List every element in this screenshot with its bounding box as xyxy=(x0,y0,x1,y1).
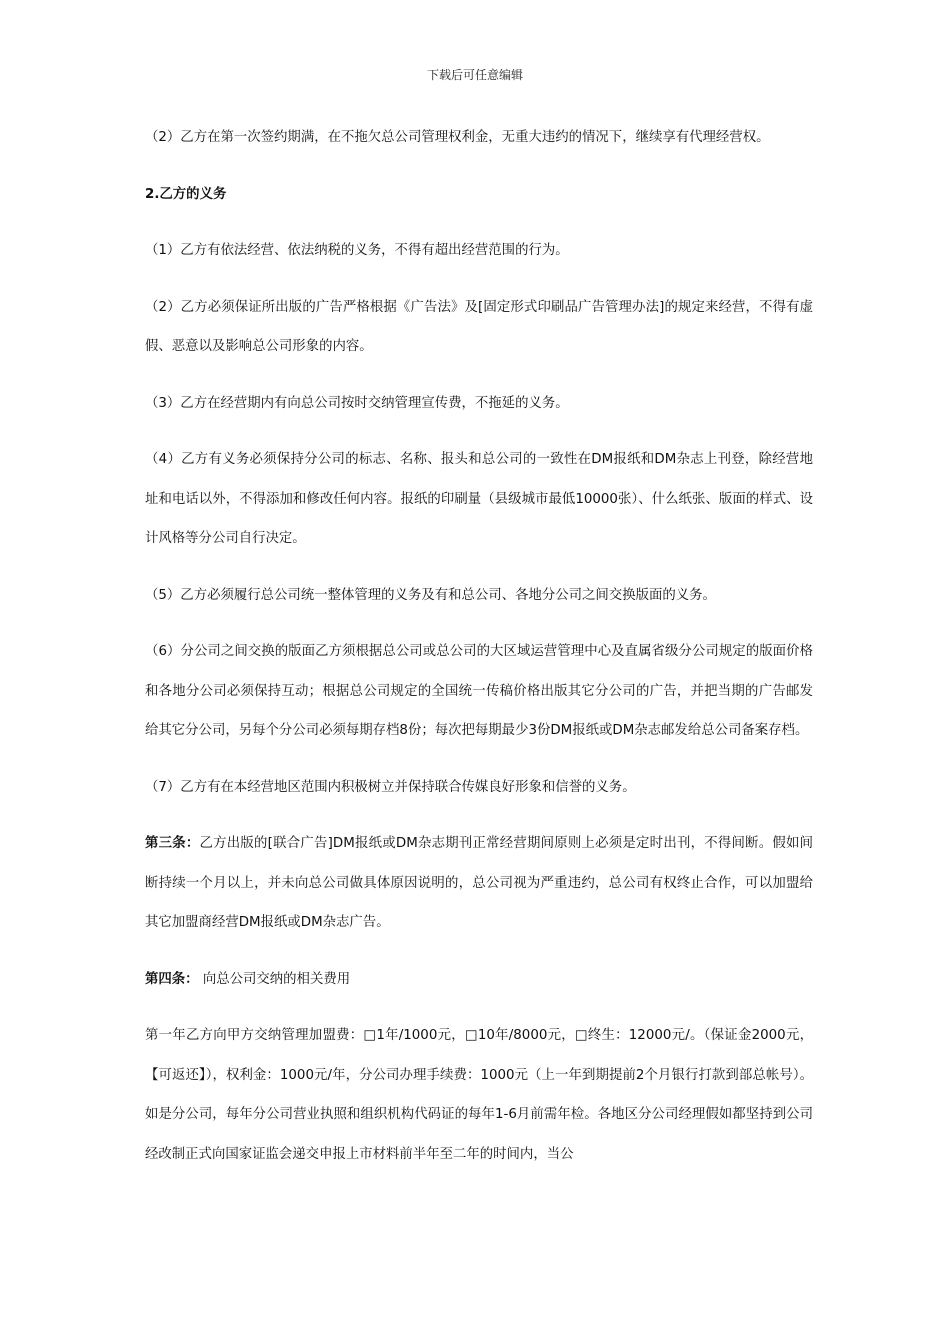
paragraph-obligation-2: （2）乙方必须保证所出版的广告严格根据《广告法》及[固定形式印刷品广告管理办法]的规定来经营，不得有虚假、恶意以及影响总公司形象的内容。 xyxy=(145,299,813,354)
paragraph-obligation-5: （5）乙方必须履行总公司统一整体管理的义务及有和总公司、各地分公司之间交换版面的义务。 xyxy=(145,587,716,603)
paragraph-obligation-6: （6）分公司之间交换的版面乙方须根据总公司或总公司的大区域运营管理中心及直属省级分公司规定的版面价格和各地分公司必须保持互动；根据总公司规定的全国统一传稿价格出版其它分公司的广告，并把当期的广告邮发给其它分公司，另每个分公司必须每期存档8份；每次把每期最少3份DM报纸或DM杂志邮发给总公司备案存档。 xyxy=(145,644,813,738)
paragraph-obligation-3: （3）乙方在经营期内有向总公司按时交纳管理宣传费，不拖延的义务。 xyxy=(145,395,569,411)
paragraph-obligation-1: （1）乙方有依法经营、依法纳税的义务，不得有超出经营范围的行为。 xyxy=(145,243,569,258)
paragraph-renewal: （2）乙方在第一次签约期满，在不拖欠总公司管理权利金，无重大违约的情况下，继续享有代理经营权。 xyxy=(145,130,770,145)
article-4-text: 向总公司交纳的相关费用 xyxy=(198,971,351,987)
paragraph-article-4 xyxy=(145,960,813,1000)
paragraph-obligation-7: （7）乙方有在本经营地区范围内积极树立并保持联合传媒良好形象和信誉的义务。 xyxy=(145,779,636,795)
paragraph-article-3 xyxy=(145,824,813,943)
article-3-text: 乙方出版的[联合广告]DM报纸或DM杂志期刊正常经营期间原则上必须是定时出刊，不得间断。假如间断持续一个月以上，并未向总公司做具体原因说明的，总公司视为严重违约，总公司有权终止合作，可以加盟给其它加盟商经营DM报纸或DM杂志广告。 xyxy=(145,836,813,930)
paragraph-fees: 第一年乙方向甲方交纳管理加盟费：□1年/1000元，□10年/8000元，□终生：12000元/。（保证金2000元，【可返还】），权利金：1000元/年，分公司办理手续费：1000元（上一年到期提前2个月银行打款到部总帐号）。如是分公司，每年分公司营业执照和组织机构代码证的每年1-6月前需年检。各地区分公司经理假如都坚持到公司经改制正式向国家证监会递交申报上市材料前半年至二年的时间内，当公 xyxy=(145,1028,813,1162)
paragraph-obligation-4: （4）乙方有义务必须保持分公司的标志、名称、报头和总公司的一致性在DM报纸和DM杂志上刊登，除经营地址和电话以外，不得添加和修改任何内容。报纸的印刷量（县级城市最低10000张）、什么纸张、版面的样式、设计风格等分公司自行决定。 xyxy=(145,452,813,546)
article-4-label: 第四条： xyxy=(145,971,199,987)
article-3-label: 第三条： xyxy=(145,836,200,851)
document-body xyxy=(145,118,813,1191)
section-heading-obligations: 2.乙方的义务 xyxy=(145,186,227,202)
page-header: 下载后可任意编辑 xyxy=(426,68,523,82)
